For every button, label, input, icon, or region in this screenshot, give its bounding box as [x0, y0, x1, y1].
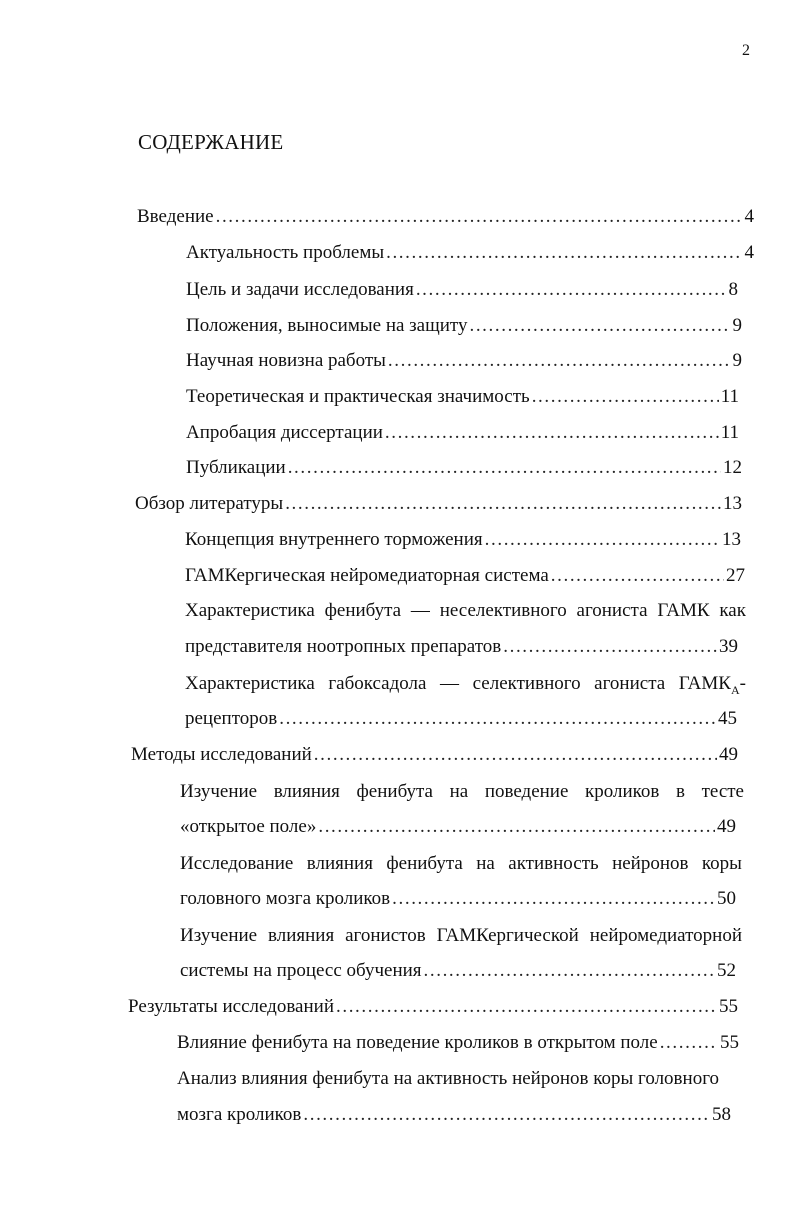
- toc-entry-page: 4: [744, 206, 754, 227]
- toc-leader-dots: [532, 385, 719, 409]
- toc-entry-label: системы на процесс обучения: [180, 960, 422, 981]
- toc-entry-label: Результаты исследований: [128, 996, 334, 1017]
- toc-entry-label: Теоретическая и практическая значимость: [186, 386, 530, 407]
- toc-entry-neuron-analysis-line2: [177, 1103, 731, 1127]
- toc-entry-label: Концепция внутреннего торможения: [185, 529, 483, 550]
- toc-word: —: [440, 673, 460, 694]
- toc-entry-page: 9: [732, 350, 742, 371]
- toc-entry-thesis-points: [186, 314, 742, 338]
- toc-subscript: A: [730, 682, 740, 697]
- toc-leader-dots: [424, 959, 715, 983]
- toc-entry-phenibut-line1: [185, 599, 746, 623]
- toc-entry-page: 55: [720, 1032, 739, 1053]
- toc-leader-dots: [279, 707, 716, 731]
- toc-word: влияния: [273, 781, 340, 802]
- toc-word: габоксадола: [328, 673, 427, 694]
- toc-word: фенибута: [356, 781, 433, 802]
- toc-word: нейромедиаторной: [589, 925, 742, 946]
- toc-word: Изучение: [180, 925, 258, 946]
- toc-leader-dots: [388, 349, 731, 373]
- toc-entry-page: 12: [723, 457, 742, 478]
- toc-word: кроликов: [585, 781, 660, 802]
- toc-entry-page: 52: [717, 960, 736, 981]
- toc-entry-learning-line1: [180, 924, 742, 948]
- toc-entry-methods: [131, 743, 738, 767]
- toc-word: Изучение: [180, 781, 258, 802]
- toc-word: влияния: [268, 925, 335, 946]
- toc-entry-publications: [186, 456, 742, 480]
- toc-leader-dots: [551, 564, 724, 588]
- toc-entry-page: 11: [720, 422, 739, 443]
- page-number: 2: [742, 42, 750, 59]
- toc-entry-label: Обзор литературы: [135, 493, 284, 514]
- toc-entry-significance: [186, 385, 739, 409]
- toc-entry-inhibition-concept: [185, 528, 741, 552]
- toc-entry-neuron-analysis-line1: [177, 1067, 743, 1091]
- toc-entry-label: рецепторов: [185, 708, 278, 729]
- toc-word: в: [676, 781, 685, 802]
- toc-word: на: [476, 853, 495, 874]
- toc-entry-gaboxadol-line2: [185, 707, 737, 731]
- toc-word: Характеристика: [185, 673, 315, 694]
- toc-entry-approbation: [186, 421, 739, 445]
- toc-entry-page: 11: [720, 386, 739, 407]
- toc-entry-label: мозга кроликов: [177, 1104, 302, 1125]
- toc-leader-dots: [314, 743, 717, 767]
- toc-entry-page: 49: [717, 816, 736, 837]
- toc-entry-page: 50: [717, 888, 736, 909]
- toc-entry-label: Публикации: [186, 457, 286, 478]
- toc-entry-introduction: [137, 205, 754, 229]
- toc-leader-dots: [336, 995, 717, 1019]
- toc-entry-page: 13: [722, 529, 741, 550]
- toc-entry-label: ГАМКергическая нейромедиаторная система: [185, 565, 549, 586]
- toc-entry-page: 4: [744, 242, 754, 263]
- toc-word: поведение: [484, 781, 569, 802]
- toc-word: Исследование: [180, 853, 294, 874]
- toc-entry-page: 9: [732, 315, 742, 336]
- toc-entry-label: представителя ноотропных препаратов: [185, 636, 502, 657]
- toc-entry-page: 58: [712, 1104, 731, 1125]
- toc-leader-dots: [503, 635, 717, 659]
- toc-hyphen: -: [739, 673, 746, 694]
- toc-entry-page: 8: [728, 279, 738, 300]
- toc-word: на: [449, 781, 469, 802]
- toc-entry-neurons-line2: [180, 887, 736, 911]
- toc-entry-label: Цель и задачи исследования: [186, 279, 414, 300]
- toc-entry-label: Положения, выносимые на защиту: [186, 315, 468, 336]
- toc-leader-dots: [392, 887, 715, 911]
- toc-word: —: [410, 600, 430, 621]
- toc-leader-dots: [469, 314, 730, 338]
- toc-word: неселективного: [439, 600, 567, 621]
- toc-title: СОДЕРЖАНИЕ: [138, 130, 284, 154]
- toc-leader-dots: [660, 1031, 718, 1055]
- toc-leader-dots: [386, 241, 742, 265]
- toc-entry-page: 39: [719, 636, 738, 657]
- toc-entry-label: Методы исследований: [131, 744, 312, 765]
- toc-entry-gaba-system: [185, 564, 745, 588]
- toc-entry-label-line1: Анализ влияния фенибута на активность нейронов коры головного: [177, 1068, 720, 1089]
- toc-leader-dots: [285, 492, 721, 516]
- toc-leader-dots: [216, 205, 743, 229]
- toc-leader-dots: [288, 456, 721, 480]
- toc-entry-open-field-line2: [180, 815, 736, 839]
- toc-entry-label: Актуальность проблемы: [186, 242, 385, 263]
- toc-entry-label: «открытое поле»: [180, 816, 317, 837]
- toc-word: фенибута: [324, 600, 402, 621]
- toc-entry-page: 55: [719, 996, 738, 1017]
- toc-entry-page: 27: [726, 565, 745, 586]
- toc-entry-page: 13: [723, 493, 742, 514]
- toc-entry-results: [128, 995, 738, 1019]
- toc-word-group: [679, 672, 746, 700]
- toc-entry-relevance: [186, 241, 754, 265]
- toc-word: агонистов: [345, 925, 426, 946]
- toc-entry-label: Научная новизна работы: [186, 350, 386, 371]
- toc-leader-dots: [416, 278, 727, 302]
- toc-entry-open-field-line1: [180, 780, 744, 804]
- toc-entry-label: головного мозга кроликов: [180, 888, 391, 909]
- toc-word: нейронов: [612, 853, 689, 874]
- toc-leader-dots: [318, 815, 715, 839]
- toc-word: Характеристика: [185, 600, 315, 621]
- toc-word: селективного: [472, 673, 581, 694]
- toc-word: ГАМК: [678, 673, 731, 694]
- toc-word: как: [719, 600, 746, 621]
- toc-word: агониста: [576, 600, 648, 621]
- toc-word: ГАМКергической: [436, 925, 579, 946]
- toc-entry-label: Апробация диссертации: [186, 422, 383, 443]
- toc-leader-dots: [485, 528, 720, 552]
- toc-entry-page: 45: [718, 708, 737, 729]
- toc-entry-behavior-results: [177, 1031, 739, 1055]
- toc-entry-phenibut-line2: [185, 635, 738, 659]
- toc-leader-dots: [303, 1103, 710, 1127]
- toc-word: агониста: [594, 673, 666, 694]
- toc-entry-learning-line2: [180, 959, 736, 983]
- toc-word: коры: [701, 853, 742, 874]
- toc-entry-page: 49: [719, 744, 738, 765]
- toc-entry-literature-review: [135, 492, 742, 516]
- toc-word: тесте: [701, 781, 744, 802]
- toc-entry-novelty: [186, 349, 742, 373]
- toc-entry-gaboxadol-line1: [185, 672, 746, 700]
- toc-entry-aims: [186, 278, 738, 302]
- toc-entry-label: Введение: [137, 206, 214, 227]
- toc-entry-label: Влияние фенибута на поведение кроликов в открытом поле: [177, 1032, 658, 1053]
- toc-word: влияния: [306, 853, 373, 874]
- toc-entry-neurons-line1: [180, 852, 742, 876]
- toc-word: фенибута: [386, 853, 463, 874]
- toc-word: активность: [508, 853, 599, 874]
- toc-leader-dots: [385, 421, 719, 445]
- toc-word: ГАМК: [657, 600, 710, 621]
